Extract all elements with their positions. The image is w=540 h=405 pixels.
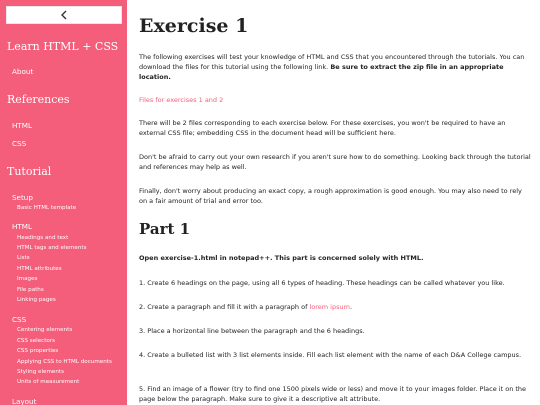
sidebar-item-about[interactable]: About <box>12 67 34 76</box>
site-title[interactable]: Learn HTML + CSS <box>7 40 119 53</box>
page-title: Exercise 1 <box>139 15 249 37</box>
chevron-left-icon <box>60 10 68 20</box>
sidebar-subitem-images[interactable]: Images <box>17 276 38 282</box>
sidebar-item-setup[interactable]: Setup <box>12 193 33 202</box>
intro-bold-text: Be sure to extract the zip file in an appropriate location. <box>139 63 504 81</box>
paragraph-files: There will be 2 files corresponding to each exercise below. For these exercises, you won't be required to have an external CSS file; embedding CSS in the document head will be sufficient here. <box>139 119 506 137</box>
sidebar-subitem-html-attributes[interactable]: HTML attributes <box>17 266 62 272</box>
step-text: Create 6 headings on the page, using all 6 types of heading. These headings can be called whatever you like. <box>147 279 505 287</box>
step-item <box>139 350 531 360</box>
sidebar-subitem-units[interactable]: Units of measurement <box>17 379 80 385</box>
sidebar-subitem-lists[interactable]: Lists <box>17 255 30 261</box>
sidebar-item-html[interactable]: HTML <box>12 222 33 231</box>
paragraph-approximation: Finally, don't worry about producing an exact copy, a rough approximation is good enough. You may also need to rely on a fair amount of trial and error too. <box>139 187 522 205</box>
step-item <box>139 384 531 404</box>
step-text: Create a paragraph and fill it with a paragraph of <box>147 303 308 311</box>
step-number: 4. <box>139 351 146 359</box>
sidebar-item-layout[interactable]: Layout <box>12 397 37 405</box>
tutorial-heading: Tutorial <box>7 165 52 178</box>
main-content <box>127 0 540 405</box>
step-item <box>139 302 531 312</box>
step-item <box>139 278 531 288</box>
step-text: Find an image of a flower (try to find one 1500 pixels wide or less) and move it to your images folder. Place it on the page below the paragraph. Make sure to give it a descriptive alt attribute. <box>139 385 527 403</box>
back-button[interactable] <box>6 6 122 24</box>
sidebar <box>0 0 127 405</box>
part-intro: Open exercise-1.html in notepad++. This part is concerned solely with HTML. <box>139 254 424 262</box>
sidebar-subitem-css-properties[interactable]: CSS properties <box>17 348 59 354</box>
sidebar-subitem-styling-elements[interactable]: Styling elements <box>17 369 65 375</box>
step-text: Create a bulleted list with 3 list elements inside. Fill each list element with the name of each D&A College campus. <box>147 351 522 359</box>
step-item <box>139 326 531 336</box>
sidebar-subitem-basic-html-template[interactable]: Basic HTML template <box>17 205 77 211</box>
sidebar-subitem-centering[interactable]: Centering elements <box>17 327 73 333</box>
references-heading: References <box>7 93 70 106</box>
intro-paragraph <box>139 52 531 82</box>
sidebar-subitem-file-paths[interactable]: File paths <box>17 287 44 293</box>
step-number: 1. <box>139 279 146 287</box>
sidebar-subitem-html-tags[interactable]: HTML tags and elements <box>17 245 87 251</box>
step-text: Place a horizontal line between the paragraph and the 6 headings. <box>147 327 365 335</box>
sidebar-item-css-reference[interactable]: CSS <box>12 139 27 148</box>
sidebar-item-css[interactable]: CSS <box>12 315 27 324</box>
step-text-end: . <box>349 303 353 311</box>
sidebar-subitem-headings[interactable]: Headings and text <box>17 235 69 241</box>
sidebar-item-html-reference[interactable]: HTML <box>12 121 33 130</box>
part-heading: Part 1 <box>139 220 191 238</box>
sidebar-subitem-css-selectors[interactable]: CSS selectors <box>17 338 56 344</box>
paragraph-research: Don't be afraid to carry out your own research if you aren't sure how to do something. Looking back through the tutorial and references may help as well. <box>139 153 531 171</box>
step-number: 2. <box>139 303 146 311</box>
intro-text: The following exercises will test your knowledge of HTML and CSS that you encountered through the tutorials. You can download the files for this tutorial using the following link. <box>139 53 525 71</box>
sidebar-subitem-applying-css[interactable]: Applying CSS to HTML documents <box>17 359 112 365</box>
lorem-ipsum-link[interactable]: lorem ipsum <box>309 303 350 311</box>
sidebar-subitem-linking-pages[interactable]: Linking pages <box>17 297 56 303</box>
files-download-link[interactable]: Files for exercises 1 and 2 <box>139 96 224 104</box>
step-number: 3. <box>139 327 146 335</box>
step-number: 5. <box>139 385 146 393</box>
